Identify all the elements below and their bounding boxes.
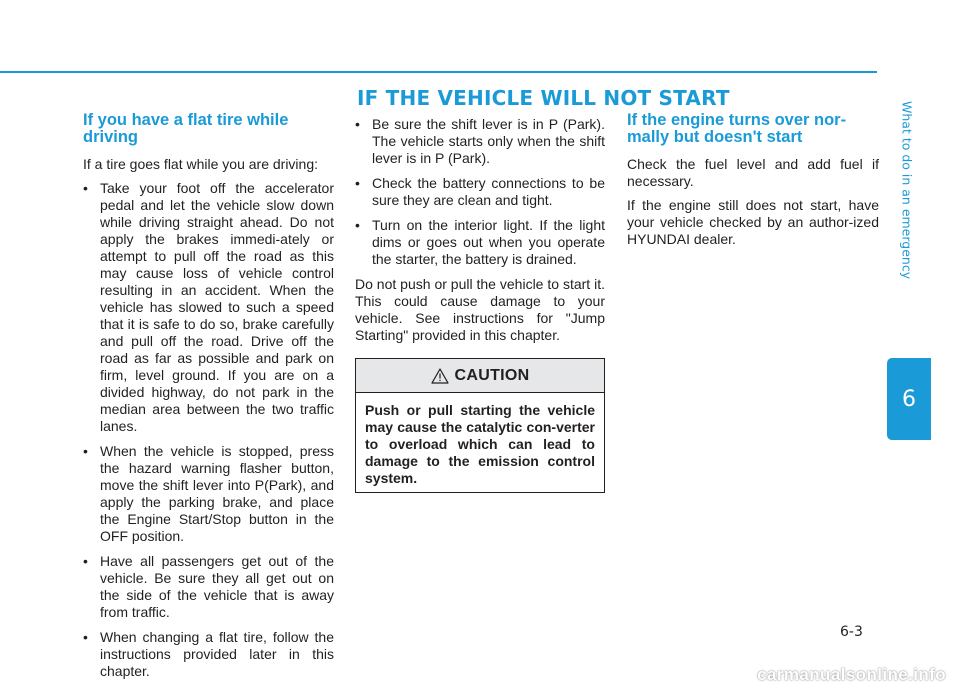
engine-column bbox=[627, 112, 879, 255]
caution-box bbox=[355, 358, 605, 493]
flat-tire-column bbox=[83, 112, 334, 688]
bullet-icon: • bbox=[83, 629, 88, 645]
list-item-text: When changing a flat tire, follow the instructions provided later in this chapter. bbox=[100, 629, 334, 679]
list-item bbox=[355, 217, 605, 268]
list-item bbox=[355, 116, 605, 167]
caution-text: Push or pull starting the vehicle may cause the catalytic con-verter to overload which can lead to damage to the emission control system. bbox=[365, 402, 595, 486]
bullet-icon: • bbox=[355, 175, 360, 191]
list-item-text: Turn on the interior light. If the light dims or goes out when you operate the starter, the battery is drained. bbox=[372, 217, 605, 267]
list-item bbox=[83, 443, 334, 545]
chapter-tab[interactable]: 6 bbox=[887, 358, 931, 440]
bullet-icon: • bbox=[83, 180, 88, 196]
list-item bbox=[83, 553, 334, 621]
list-item-text: When the vehicle is stopped, press the hazard warning flasher button, move the shift lever into P(Park), and apply the parking brake, and place the Engine Start/Stop button in the OFF position. bbox=[100, 443, 334, 544]
list-item bbox=[83, 180, 334, 435]
no-start-column bbox=[355, 116, 605, 493]
list-item-text: Check the battery connections to be sure they are clean and tight. bbox=[372, 175, 605, 208]
flat-tire-intro: If a tire goes flat while you are driving: bbox=[83, 156, 319, 172]
engine-heading: If the engine turns over nor-mally but doesn't start bbox=[627, 111, 847, 146]
caution-label: CAUTION bbox=[454, 367, 530, 384]
section-title: IF THE VEHICLE WILL NOT START bbox=[357, 86, 730, 110]
header-rule bbox=[0, 71, 877, 73]
watermark: carmanualsonline.info bbox=[757, 665, 946, 684]
bullet-icon: • bbox=[83, 553, 88, 569]
chapter-title: What to do in an emergency bbox=[899, 100, 915, 280]
engine-paragraph: If the engine still does not start, have your vehicle checked by an author-ized HYUNDAI dealer. bbox=[627, 197, 879, 247]
warning-triangle-icon bbox=[431, 368, 449, 384]
list-item bbox=[355, 175, 605, 209]
engine-paragraph: Check the fuel level and add fuel if necessary. bbox=[627, 156, 879, 189]
list-item-text: Be sure the shift lever is in P (Park). The vehicle starts only when the shift lever is in P (Park). bbox=[372, 116, 605, 166]
list-item-text: Take your foot off the accelerator pedal and let the vehicle slow down while driving straight ahead. Do not apply the brakes immedi-ately or attempt to pull off the road as this may cause loss of vehicle control resulting in an accident. When the vehicle has slowed to such a speed that it is safe to do so, brake carefully and pull off the road. Drive off the road as far as possible and park on firm, level ground. If you are on a divided highway, do not park in the median area between the two traffic lanes. bbox=[100, 180, 334, 434]
bullet-icon: • bbox=[83, 443, 88, 459]
flat-tire-heading: If you have a flat tire while driving bbox=[83, 111, 289, 146]
bullet-icon: • bbox=[355, 217, 360, 233]
no-start-list bbox=[355, 116, 605, 268]
flat-tire-list bbox=[83, 180, 334, 680]
list-item bbox=[83, 629, 334, 680]
push-start-paragraph: Do not push or pull the vehicle to start it. This could cause damage to your vehicle. See instructions for "Jump Starting" provided in this chapter. bbox=[355, 276, 605, 343]
page-number: 6-3 bbox=[840, 624, 863, 640]
chapter-side-label bbox=[893, 40, 921, 340]
bullet-icon: • bbox=[355, 116, 360, 132]
list-item-text: Have all passengers get out of the vehicle. Be sure they all get out on the side of the vehicle that is away from traffic. bbox=[100, 553, 334, 620]
caution-header bbox=[356, 359, 604, 393]
